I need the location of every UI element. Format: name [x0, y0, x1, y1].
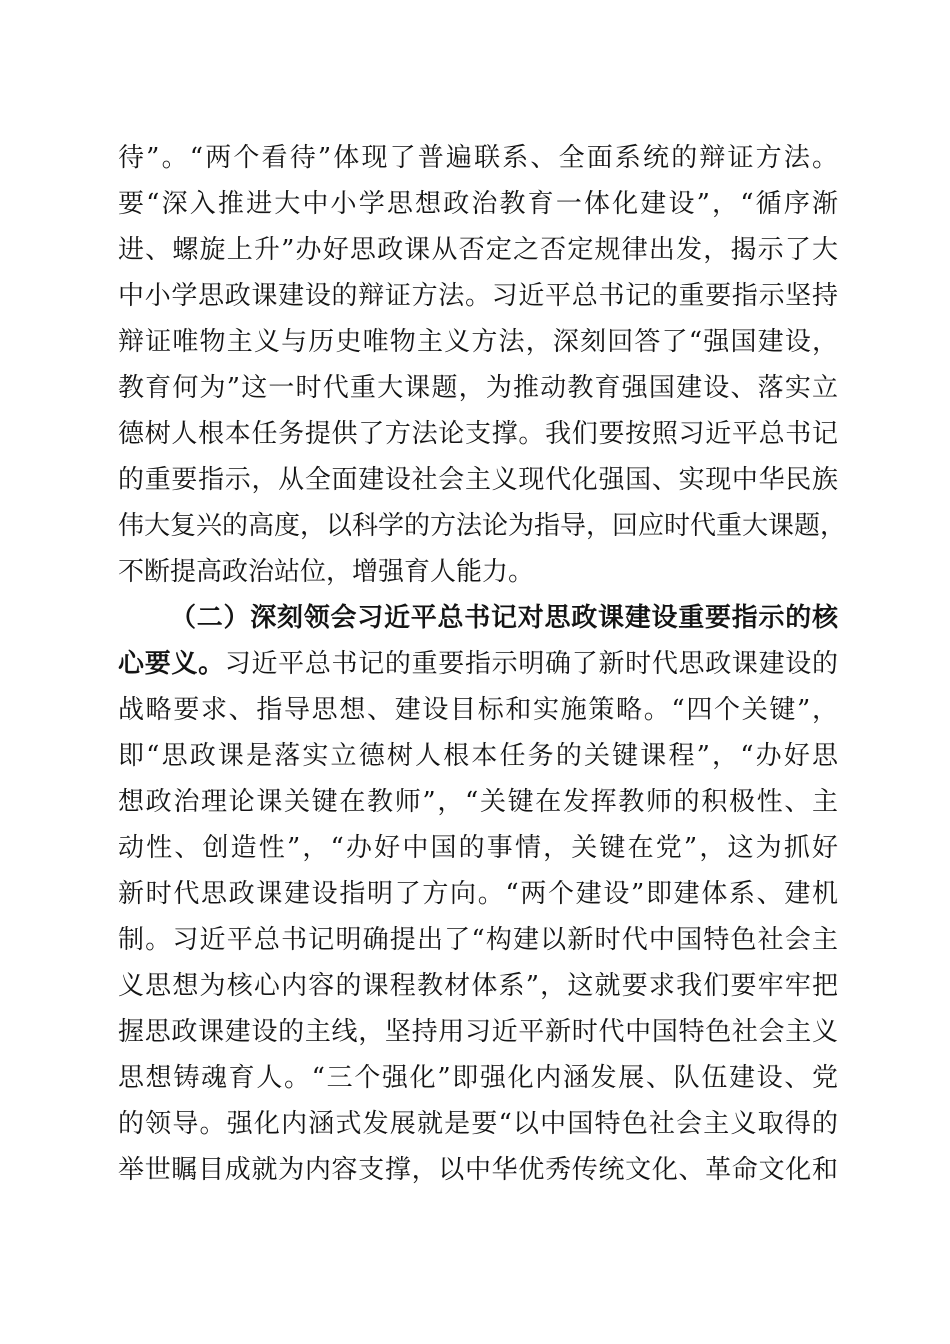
- text-line: 思想铸魂育人。“三个强化”即强化内涵发展、队伍建设、党: [118, 1063, 838, 1093]
- text-line: 战略要求、指导思想、建设目标和实施策略。“四个关键”，: [118, 695, 838, 725]
- section-heading: （二）深刻领会习近平总书记对思政课建设重要指示的核: [170, 603, 838, 633]
- text-line: 制。习近平总书记明确提出了“构建以新时代中国特色社会主: [118, 925, 838, 955]
- text-line: 的重要指示，从全面建设社会主义现代化强国、实现中华民族: [118, 465, 838, 495]
- text-line: 义思想为核心内容的课程教材体系”，这就要求我们要牢牢把: [118, 971, 838, 1001]
- text-line: 握思政课建设的主线，坚持用习近平新时代中国特色社会主义: [118, 1017, 838, 1047]
- text-line: 想政治理论课关键在教师”，“关键在发挥教师的积极性、主: [118, 787, 838, 817]
- text-line: 举世瞩目成就为内容支撑，以中华优秀传统文化、革命文化和: [118, 1155, 838, 1185]
- text-line: 待”。“两个看待”体现了普遍联系、全面系统的辩证方法。: [118, 143, 838, 173]
- text-line: 要“深入推进大中小学思想政治教育一体化建设”，“循序渐: [118, 189, 838, 219]
- text-line: 伟大复兴的高度，以科学的方法论为指导，回应时代重大课题，: [118, 511, 847, 541]
- text-line: 即“思政课是落实立德树人根本任务的关键课程”，“办好思: [118, 741, 838, 771]
- text-line: 动性、创造性”，“办好中国的事情，关键在党”，这为抓好: [118, 833, 838, 863]
- text-line: 辩证唯物主义与历史唯物主义方法，深刻回答了“强国建设，: [118, 327, 838, 357]
- text-line: 中小学思政课建设的辩证方法。习近平总书记的重要指示坚持: [118, 281, 838, 311]
- section-heading-end: 心要义。: [118, 649, 225, 679]
- text-line: [118, 644, 838, 684]
- text-line: 新时代思政课建设指明了方向。“两个建设”即建体系、建机: [118, 879, 838, 909]
- text-line: 的领导。强化内涵式发展就是要“以中国特色社会主义取得的: [118, 1109, 838, 1139]
- text-line: 教育何为”这一时代重大课题，为推动教育强国建设、落实立: [118, 373, 838, 403]
- text-line: 进、螺旋上升”办好思政课从否定之否定规律出发，揭示了大: [118, 235, 838, 265]
- text-line: 德树人根本任务提供了方法论支撑。我们要按照习近平总书记: [118, 419, 838, 449]
- text-span: 习近平总书记的重要指示明确了新时代思政课建设的: [224, 649, 838, 679]
- text-line: 不断提高政治站位，增强育人能力。: [118, 557, 535, 587]
